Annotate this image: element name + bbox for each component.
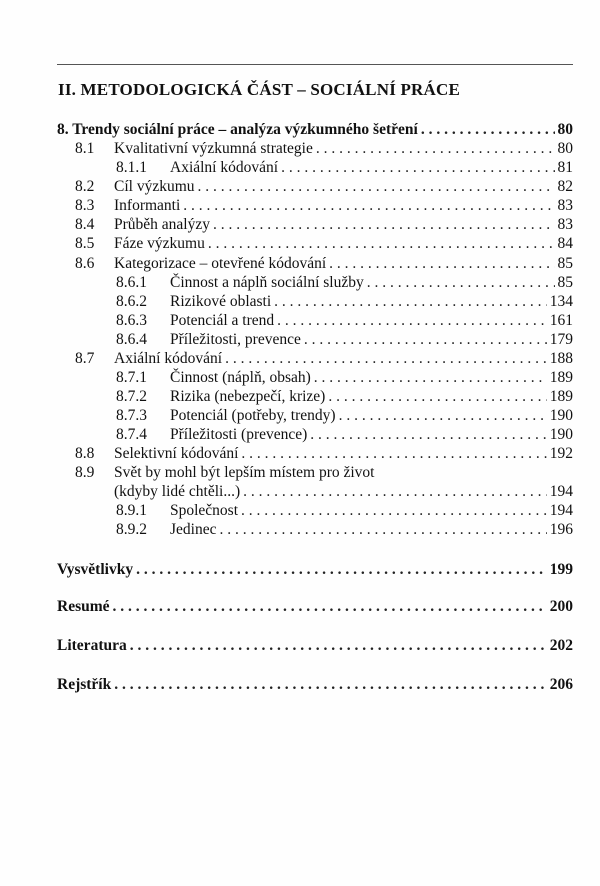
toc-page-number: 192 — [549, 445, 573, 462]
toc-section-title: Příležitosti (prevence) — [170, 426, 308, 443]
dot-leader — [339, 406, 547, 426]
toc-entry-8-8 — [75, 444, 573, 464]
dot-leader — [277, 311, 547, 331]
toc-page-number: 189 — [549, 369, 573, 386]
dot-leader — [310, 425, 546, 445]
toc-section-title: Cíl výzkumu — [114, 178, 195, 195]
toc-vysvetlivky — [57, 560, 573, 580]
toc-page-number: 196 — [549, 521, 573, 538]
toc-page-number: 85 — [557, 255, 573, 272]
toc-section-title: Selektivní kódování — [114, 445, 239, 462]
toc-section-title: Axiální kódování — [170, 159, 279, 176]
dot-leader — [213, 215, 555, 235]
toc-section-title: Činnost a náplň sociální služby — [170, 274, 364, 291]
toc-entry-8-1-1 — [116, 158, 573, 178]
toc-literatura — [57, 636, 573, 656]
toc-page-number: 81 — [557, 159, 573, 176]
toc-page-number: 83 — [557, 197, 573, 214]
dot-leader — [113, 597, 547, 617]
toc-page-number: 200 — [549, 598, 573, 615]
toc-entry-8-3 — [75, 196, 573, 216]
toc-section-number: 8.7 — [75, 350, 95, 367]
toc-section-title: (kdyby lidé chtěli...) — [114, 483, 241, 500]
toc-section-number: 8.6 — [75, 255, 95, 272]
toc-section-number: 8.7.3 — [116, 407, 147, 424]
dot-leader — [314, 368, 547, 388]
dot-leader — [367, 273, 555, 293]
toc-entry-8-7-3 — [116, 406, 573, 426]
toc-page-number: 190 — [549, 426, 573, 443]
toc-entry-8-9-continuation — [114, 482, 573, 502]
toc-entry-8-7 — [75, 349, 573, 369]
dot-leader — [241, 444, 546, 464]
toc-section-number: 8.9.1 — [116, 502, 147, 519]
toc-section-title: Průběh analýzy — [114, 216, 210, 233]
dot-leader — [328, 387, 546, 407]
toc-entry-8-5 — [75, 234, 573, 254]
toc-section-number: 8.9 — [75, 464, 95, 481]
dot-leader — [136, 560, 547, 580]
toc-page-number: 80 — [557, 140, 573, 157]
toc-section-title: Společnost — [170, 502, 239, 519]
dot-leader — [130, 636, 547, 656]
toc-page-number: 80 — [557, 121, 573, 138]
toc-entry-8-6-1 — [116, 273, 573, 293]
dot-leader — [304, 330, 547, 350]
toc-section-title: Kategorizace – otevřené kódování — [114, 255, 327, 272]
toc-section-number: 8.6.2 — [116, 293, 147, 310]
toc-section-title: Rizika (nebezpečí, krize) — [170, 388, 326, 405]
toc-section-title: Jedinec — [170, 521, 217, 538]
toc-section-number: 8.3 — [75, 197, 95, 214]
dot-leader — [329, 254, 554, 274]
toc-entry-8-2 — [75, 177, 573, 197]
toc-rejstrik — [57, 675, 573, 695]
dot-leader — [183, 196, 554, 216]
toc-page-number: 202 — [549, 637, 573, 654]
toc-section-number: 8.6.1 — [116, 274, 147, 291]
toc-section-number: 8.7.1 — [116, 369, 147, 386]
toc-backmatter-title: Literatura — [57, 637, 127, 654]
toc-resume — [57, 597, 573, 617]
toc-backmatter-title: Resumé — [57, 598, 110, 615]
toc-section-number: 8.2 — [75, 178, 95, 195]
toc-page-number: 179 — [549, 331, 573, 348]
toc-entry-8-9-2 — [116, 520, 573, 540]
toc-section-number: 8.1.1 — [116, 159, 147, 176]
toc-entry-8-1 — [75, 139, 573, 159]
dot-leader — [421, 120, 555, 140]
toc-section-number: 8.6.3 — [116, 312, 147, 329]
toc-section-title: Potenciál a trend — [170, 312, 275, 329]
toc-page-number: 194 — [549, 502, 573, 519]
header-rule — [57, 64, 573, 65]
dot-leader — [316, 139, 555, 159]
dot-leader — [225, 349, 547, 369]
toc-page-number: 161 — [549, 312, 573, 329]
toc-section-title: Rizikové oblasti — [170, 293, 272, 310]
dot-leader — [274, 292, 547, 312]
toc-section-number: 8.7.4 — [116, 426, 147, 443]
toc-entry-8-6-4 — [116, 330, 573, 350]
toc-page-number: 190 — [549, 407, 573, 424]
toc-entry-8-6-3 — [116, 311, 573, 331]
toc-chapter-title: 8. Trendy sociální práce – analýza výzkumného šetření — [57, 121, 418, 138]
toc-section-title: Příležitosti, prevence — [170, 331, 301, 348]
toc-entry-8-7-4 — [116, 425, 573, 445]
toc-section-title: Činnost (náplň, obsah) — [170, 369, 311, 386]
toc-entry-8-9 — [75, 463, 374, 483]
toc-page-number: 199 — [549, 561, 573, 578]
toc-backmatter-title: Rejstřík — [57, 676, 112, 693]
toc-section-number: 8.8 — [75, 445, 95, 462]
part-title: II. METODOLOGICKÁ ČÁST – SOCIÁLNÍ PRÁCE — [58, 80, 461, 99]
dot-leader — [281, 158, 554, 178]
toc-section-title: Kvalitativní výzkumná strategie — [114, 140, 313, 157]
toc-entry-8-4 — [75, 215, 573, 235]
toc-entry-8-7-2 — [116, 387, 573, 407]
toc-section-number: 8.5 — [75, 235, 95, 252]
dot-leader — [219, 520, 546, 540]
dot-leader — [114, 675, 547, 695]
toc-section-number: 8.7.2 — [116, 388, 147, 405]
toc-page-number: 194 — [549, 483, 573, 500]
toc-entry-8-6 — [75, 254, 573, 274]
toc-section-number: 8.9.2 — [116, 521, 147, 538]
toc-page-number: 84 — [557, 235, 573, 252]
dot-leader — [241, 501, 547, 521]
toc-section-title: Potenciál (potřeby, trendy) — [170, 407, 336, 424]
toc-section-number: 8.1 — [75, 140, 95, 157]
toc-entry-8-7-1 — [116, 368, 573, 388]
toc-section-title: Informanti — [114, 197, 181, 214]
toc-page-number: 83 — [557, 216, 573, 233]
toc-page-number: 82 — [557, 178, 573, 195]
toc-page-number: 85 — [557, 274, 573, 291]
toc-section-title: Axiální kódování — [114, 350, 223, 367]
toc-page-number: 189 — [549, 388, 573, 405]
toc-backmatter-title: Vysvětlivky — [57, 561, 134, 578]
dot-leader — [208, 234, 555, 254]
toc-section-number: 8.6.4 — [116, 331, 147, 348]
toc-section-title: Svět by mohl být lepším místem pro život — [114, 464, 375, 481]
toc-chapter-8 — [57, 120, 573, 140]
toc-page-number: 188 — [549, 350, 573, 367]
toc-entry-8-6-2 — [116, 292, 573, 312]
toc-page-number: 206 — [549, 676, 573, 693]
toc-page-number: 134 — [549, 293, 573, 310]
dot-leader — [198, 177, 555, 197]
toc-section-number: 8.4 — [75, 216, 95, 233]
toc-section-title: Fáze výzkumu — [114, 235, 205, 252]
dot-leader — [243, 482, 547, 502]
toc-entry-8-9-1 — [116, 501, 573, 521]
